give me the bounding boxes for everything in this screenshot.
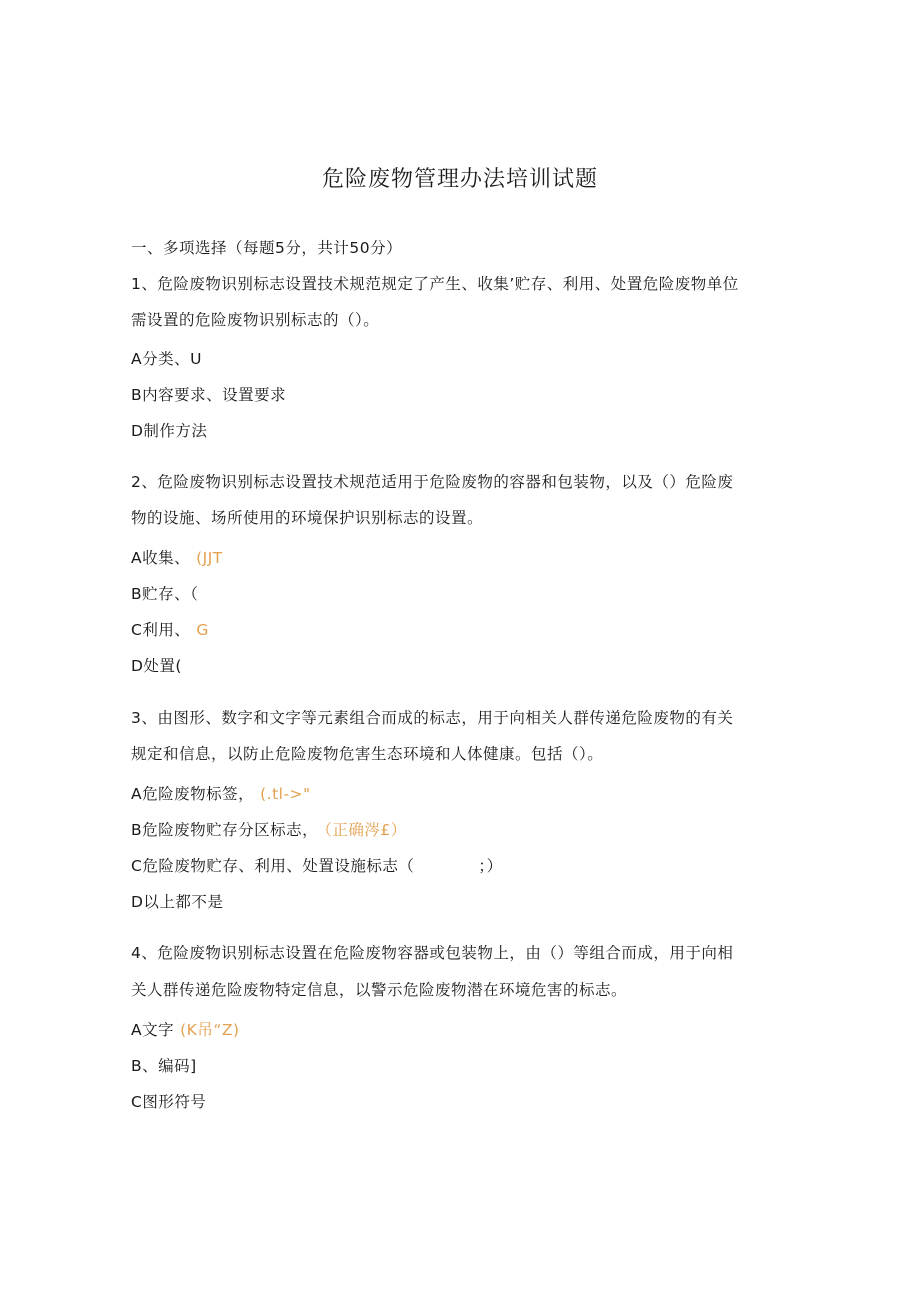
answer-mark: （正确涔£） [324,821,407,839]
question-2-option-b: B贮存、（ [131,585,199,603]
question-2-option-c: C利用、 G [131,621,209,639]
answer-mark: G [196,621,209,639]
answer-mark: (JJT [196,549,223,567]
page-title: 危险废物管理办法培训试题 [321,167,598,192]
question-3-option-d: D以上都不是 [131,893,224,911]
question-4-line-1: 4、危险废物识别标志设置在危险废物容器或包装物上，由（）等组合而成，用于向相 [131,944,734,962]
question-1-option-d: D制作方法 [131,422,208,440]
answer-mark: (K吊“Z) [180,1021,240,1039]
question-2-option-d: D处置( [131,657,182,675]
question-3-option-c: C危险废物贮存、利用、处置设施标志（ ；） [131,857,503,875]
question-4-option-a: A文字 (K吊“Z) [131,1021,240,1039]
question-2-line-2: 物的设施、场所使用的环境保护识别标志的设置。 [131,509,484,527]
question-3-option-a: A危险废物标签， (.tl->" [131,785,311,803]
question-2-option-a: A收集、 (JJT [131,549,223,567]
question-3-line-1: 3、由图形、数字和文字等元素组合而成的标志，用于向相关人群传递危险废物的有关 [131,709,734,727]
question-1-option-a: A分类、U [131,350,202,368]
section-heading: 一、多项选择（每题5分，共计50分） [131,239,403,257]
question-4-option-b: B、编码] [131,1057,197,1075]
question-3-option-b: B危险废物贮存分区标志， （正确涔£） [131,821,407,839]
question-4-line-2: 关人群传递危险废物特定信息，以警示危险废物潜在环境危害的标志。 [131,981,628,999]
question-1-option-b: B内容要求、设置要求 [131,386,287,404]
question-3-line-2: 规定和信息，以防止危险废物危害生态环境和人体健康。包括（）。 [131,745,604,763]
answer-mark: (.tl->" [260,785,311,803]
question-2-line-1: 2、危险废物识别标志设置技术规范适用于危险废物的容器和包装物，以及（）危险废 [131,473,734,491]
question-1-line-1: 1、危险废物识别标志设置技术规范规定了产生、收集’贮存、利用、处置危险废物单位 [131,275,739,293]
question-4-option-c: C图形符号 [131,1093,207,1111]
question-1-line-2: 需设置的危险废物识别标志的（）。 [131,311,380,329]
